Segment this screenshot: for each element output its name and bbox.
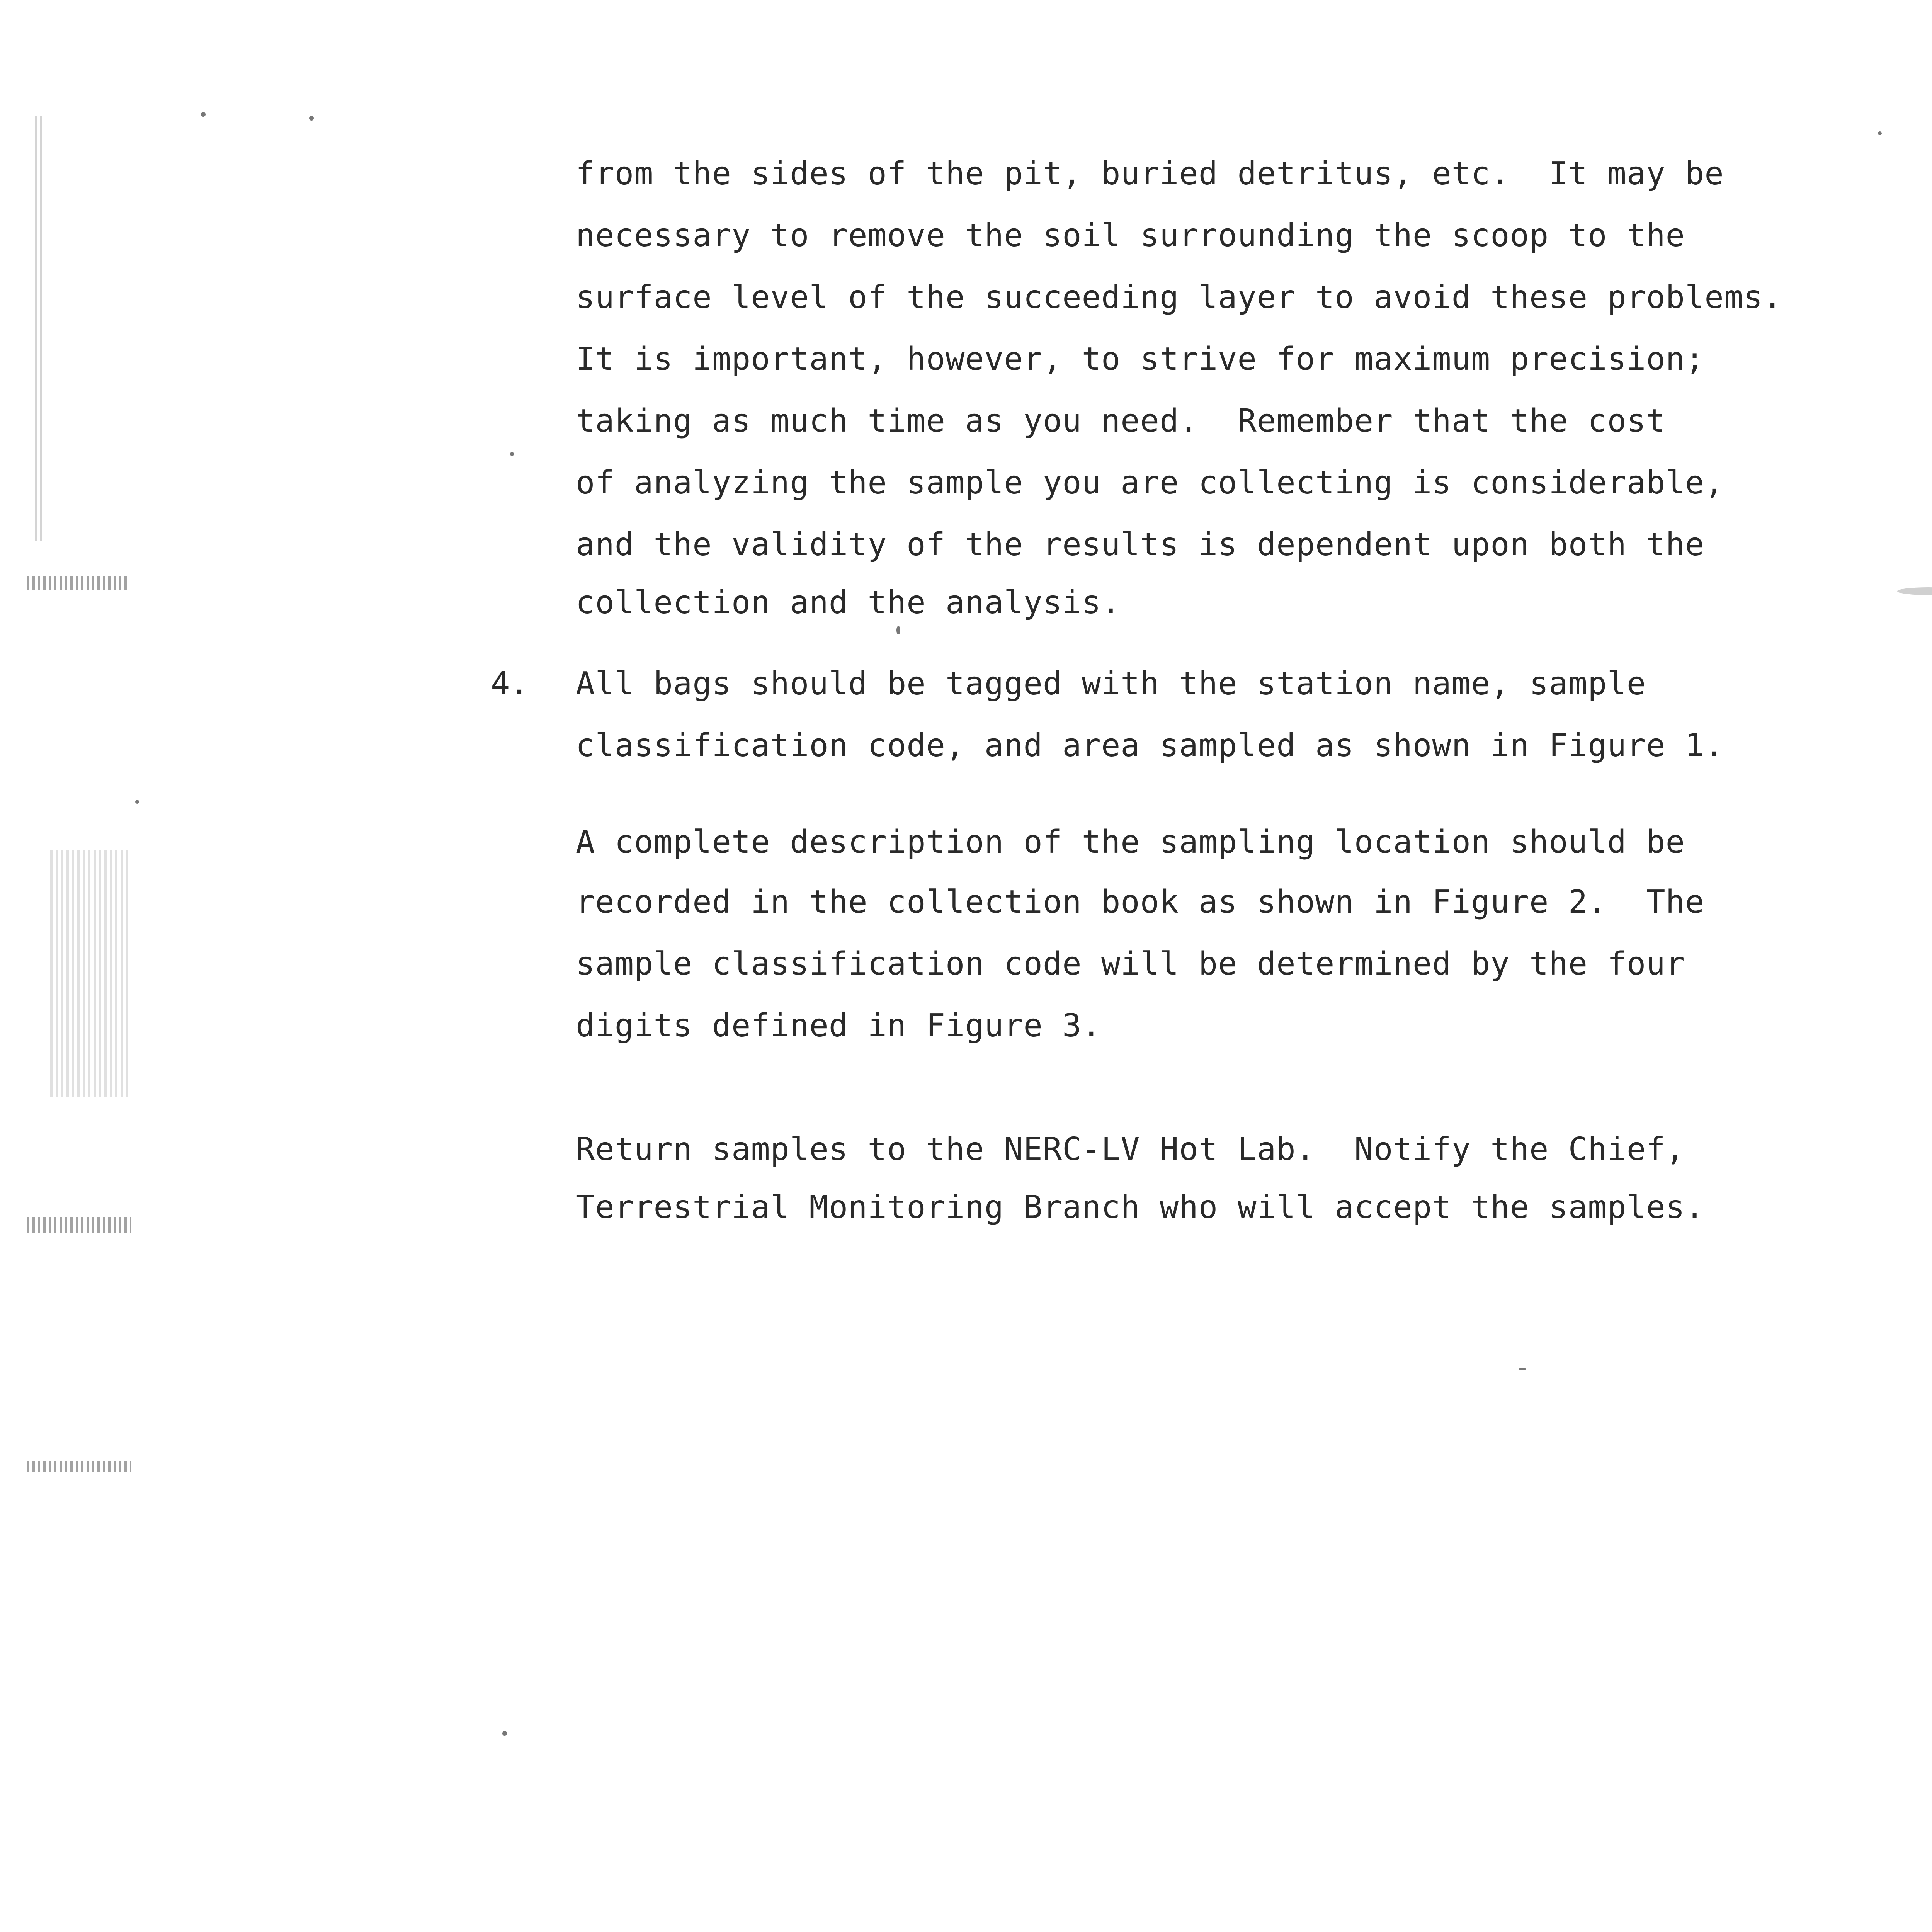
text-line: classification code, and area sampled as shown in Figure 1. [576, 727, 1724, 764]
text-line: of analyzing the sample you are collecting is considerable, [576, 464, 1724, 501]
text-line: Return samples to the NERC-LV Hot Lab. Notify the Chief, [576, 1131, 1685, 1168]
scan-artifact [27, 576, 128, 590]
scan-speck [510, 452, 514, 456]
scan-speck [1878, 131, 1882, 135]
text-line: recorded in the collection book as shown in Figure 2. The [576, 884, 1705, 920]
scan-speck [1519, 1368, 1526, 1370]
text-line: It is important, however, to strive for maximum precision; [576, 341, 1705, 378]
text-line: digits defined in Figure 3. [576, 1007, 1101, 1044]
text-line: necessary to remove the soil surrounding the scoop to the [576, 217, 1685, 254]
text-line: and the validity of the results is dependent upon both the [576, 526, 1705, 563]
scan-artifact [50, 850, 128, 1097]
scan-speck [896, 626, 900, 634]
text-line: from the sides of the pit, buried detritus, etc. It may be [576, 155, 1724, 192]
scan-speck [502, 1731, 507, 1736]
text-line: collection and the analysis. [576, 584, 1121, 621]
text-line: sample classification code will be determined by the four [576, 946, 1685, 982]
text-line: All bags should be tagged with the station name, sample [576, 665, 1646, 702]
text-line: taking as much time as you need. Remember that the cost [576, 403, 1666, 439]
scan-artifact [27, 1217, 131, 1233]
text-line: Terrestrial Monitoring Branch who will accept the samples. [576, 1189, 1705, 1226]
scan-speck [135, 800, 139, 804]
scan-artifact [27, 1461, 131, 1472]
text-line: A complete description of the sampling location should be [576, 824, 1685, 861]
scan-speck [309, 116, 314, 121]
item-number: 4. [491, 665, 529, 702]
text-line: surface level of the succeeding layer to avoid these problems. [576, 279, 1782, 316]
scan-speck [201, 112, 206, 117]
scan-speck [1897, 587, 1932, 595]
scan-artifact [35, 116, 42, 541]
